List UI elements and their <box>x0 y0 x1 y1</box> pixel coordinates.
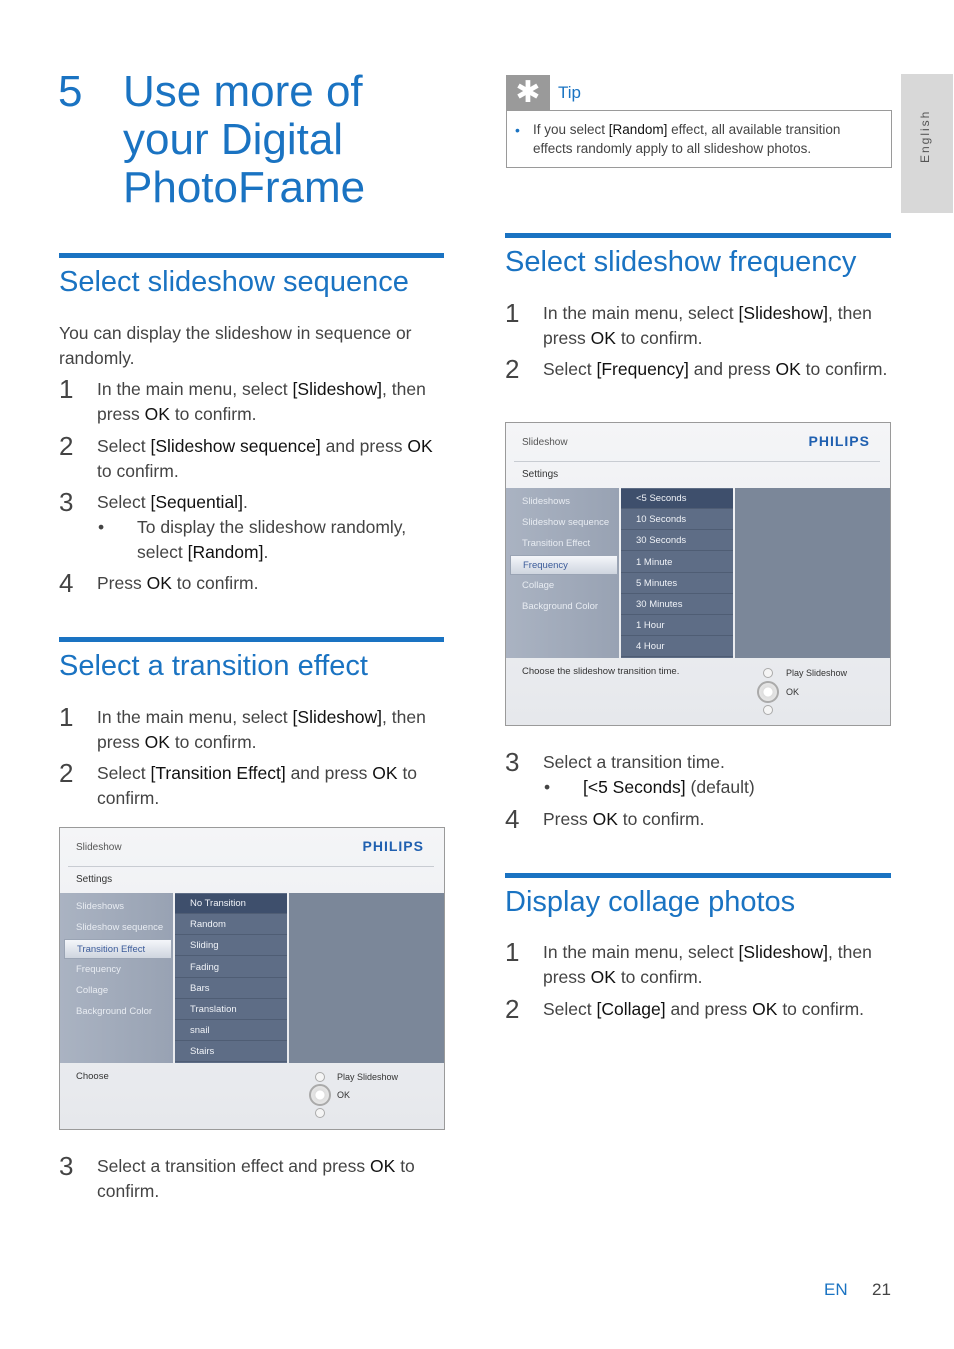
nav-up-icon <box>763 668 773 678</box>
section-heading: Display collage photos <box>505 886 796 918</box>
menu-item: Collage <box>522 580 555 591</box>
nav-up-icon <box>315 1072 325 1082</box>
screen-settings-label: Settings <box>522 469 559 480</box>
screen-settings-label: Settings <box>76 874 113 885</box>
tip-bullet: • <box>515 122 520 138</box>
ctrl-play: Play Slideshow <box>786 668 848 678</box>
section-sequence <box>59 253 444 300</box>
tip-label: Tip <box>558 83 581 102</box>
menu-item: Background Color <box>76 1006 153 1017</box>
menu-option: 1 Hour <box>621 616 733 636</box>
screen-footer: Choose <box>76 1071 109 1082</box>
menu-option: 30 Seconds <box>621 531 733 551</box>
menu-option: 1 Minute <box>621 553 733 573</box>
menu-option: 5 Minutes <box>621 574 733 594</box>
screen-footer: Choose the slideshow transition time. <box>522 666 680 677</box>
sparkle-icon: ✱ <box>506 75 550 111</box>
section-heading: Select a transition effect <box>59 650 368 682</box>
chapter-number: 5 <box>58 67 83 116</box>
menu-option: 4 Hour <box>621 637 733 657</box>
menu-option: Sliding <box>175 936 287 956</box>
ok-dial-icon <box>309 1084 331 1106</box>
footer-language: EN <box>824 1280 848 1299</box>
menu-item: Transition Effect <box>522 538 591 549</box>
section-frequency <box>505 233 891 280</box>
sequence-intro: You can display the slideshow in sequence or randomly. <box>59 323 412 368</box>
menu-item: Background Color <box>522 601 599 612</box>
nav-down-icon <box>315 1108 325 1118</box>
ctrl-ok: OK <box>337 1090 351 1100</box>
screen-header: Slideshow <box>522 437 568 448</box>
menu-item: Transition Effect <box>64 939 172 959</box>
section-heading: Select slideshow frequency <box>505 246 857 278</box>
menu-option: Fading <box>175 958 287 978</box>
menu-option: snail <box>175 1021 287 1041</box>
menu-option: Translation <box>175 1000 287 1020</box>
section-heading: Select slideshow sequence <box>59 266 409 298</box>
ctrl-play: Play Slideshow <box>337 1072 399 1082</box>
menu-item: Frequency <box>76 964 121 975</box>
page-number: 21 <box>872 1280 891 1299</box>
menu-option: 10 Seconds <box>621 510 733 530</box>
ok-dial-icon <box>757 681 779 703</box>
menu-item: Slideshow sequence <box>76 922 164 933</box>
philips-logo: PHILIPS <box>808 433 870 449</box>
frequency-screen <box>505 422 891 726</box>
menu-option: <5 Seconds <box>621 489 733 509</box>
ctrl-ok: OK <box>786 687 800 697</box>
transition-screen <box>59 827 445 1130</box>
menu-item: Collage <box>76 985 109 996</box>
language-tab-label: English <box>918 109 932 163</box>
menu-option: Stairs <box>175 1042 287 1062</box>
menu-item: Slideshows <box>76 901 125 912</box>
menu-option: No Transition <box>175 894 287 914</box>
menu-item: Frequency <box>510 555 618 575</box>
philips-logo: PHILIPS <box>362 838 424 854</box>
menu-option: 30 Minutes <box>621 595 733 615</box>
menu-item: Slideshow sequence <box>522 517 610 528</box>
menu-option: Random <box>175 915 287 935</box>
section-transition <box>59 637 444 684</box>
section-collage <box>505 873 891 920</box>
chapter-title: Use more of your Digital PhotoFrame <box>123 67 366 212</box>
menu-item: Slideshows <box>522 496 571 507</box>
screen-header: Slideshow <box>76 842 122 853</box>
tip-text: If you select [Random] effect, all available transition effects randomly apply to all slideshow photos. <box>533 122 841 156</box>
nav-down-icon <box>763 705 773 715</box>
menu-option: Bars <box>175 979 287 999</box>
